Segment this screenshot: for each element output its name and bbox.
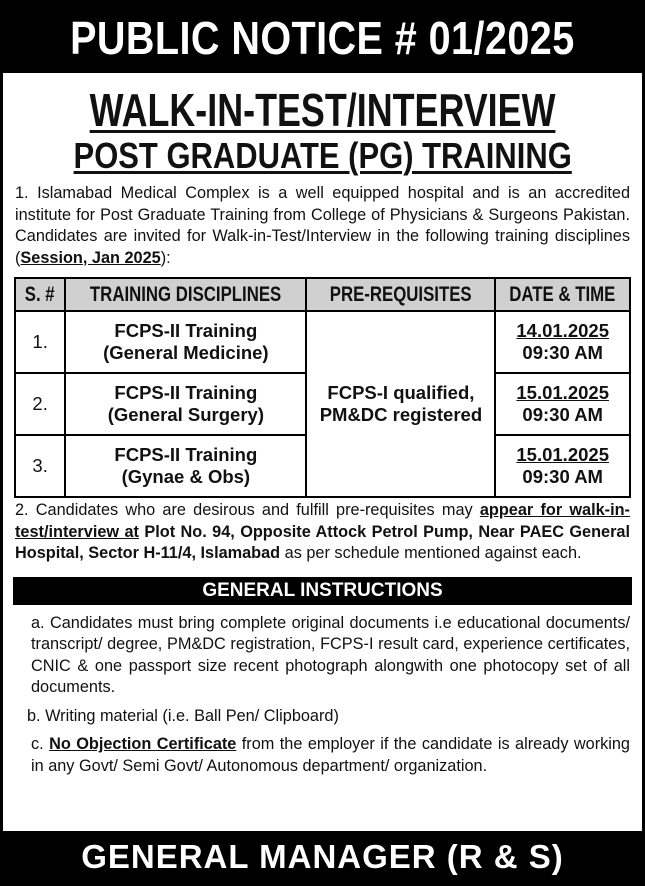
notice-header: [3, 3, 642, 73]
instruction-a: a. Candidates must bring complete original documents i.e educational documents/ transcript/ degree, PM&DC registration, FCPS-I result card, experience certificates, CNIC & one passport size recent photograph alongwith one photocopy set of all documents.: [31, 613, 630, 696]
title-text: WALK-IN-TEST/INTERVIEW: [89, 84, 556, 136]
footer: [3, 831, 642, 883]
col-prereq: PRE-REQUISITES: [306, 278, 495, 311]
intro-end: ):: [160, 248, 171, 267]
col-sn: S. #: [15, 278, 65, 311]
subtitle: [3, 135, 642, 179]
discipline: FCPS-II Training (General Surgery): [65, 373, 306, 435]
notice-number: PUBLIC NOTICE # 01/2025: [70, 12, 575, 64]
serial: 2.: [15, 373, 65, 435]
disciplines-table: [14, 277, 631, 498]
signatory: GENERAL MANAGER (R & S): [81, 838, 564, 875]
discipline: FCPS-II Training (General Medicine): [65, 311, 306, 373]
serial: 1.: [15, 311, 65, 373]
date-time: 15.01.2025 09:30 AM: [495, 373, 630, 435]
appear-text: appear for walk-in-test/interview at: [15, 501, 630, 541]
col-date: DATE & TIME: [495, 278, 630, 311]
instruction-c: c. No Objection Certificate from the employer if the candidate is already working in any Govt/ Semi Govt/ Autonomous department/ organization.: [31, 735, 630, 775]
session: Session, Jan 2025: [20, 248, 161, 267]
instruction-b: b. Writing material (i.e. Ball Pen/ Clipboard): [27, 706, 339, 725]
instructions-list: [3, 613, 642, 778]
date-time: 15.01.2025 09:30 AM: [495, 435, 630, 497]
serial: 3.: [15, 435, 65, 497]
intro-paragraph: [3, 183, 642, 269]
table-header: [15, 278, 630, 311]
col-discipline: TRAINING DISCIPLINES: [65, 278, 306, 311]
discipline: FCPS-II Training (Gynae & Obs): [65, 435, 306, 497]
table-row: [15, 311, 630, 373]
venue-paragraph: 2. Candidates who are desirous and fulfill pre-requisites may appear for walk-in-test/interview at Plot No. 94, Opposite Attock Petrol Pump, Near PAEC General Hospital, Sector H-11/4, Islamabad as per schedule mentioned against each.: [15, 501, 630, 562]
instructions-heading: GENERAL INSTRUCTIONS: [13, 577, 632, 605]
intro-text: 1. Islamabad Medical Complex is a well equipped hospital and is an accredited institute for Post Graduate Training from College of Physicians & Surgeons Pakistan. Candidates are invited for Walk-in-Test/Interview in the following training disciplines (: [15, 184, 630, 267]
venue: Plot No. 94, Opposite Attock Petrol Pump, Near PAEC General Hospital, Sector H-11/4, Islamabad: [15, 522, 630, 562]
subtitle-text: POST GRADUATE (PG) TRAINING: [73, 135, 572, 176]
prerequisites: FCPS-I qualified, PM&DC registered: [306, 311, 495, 497]
date-time: 14.01.2025 09:30 AM: [495, 311, 630, 373]
title: [3, 83, 642, 136]
